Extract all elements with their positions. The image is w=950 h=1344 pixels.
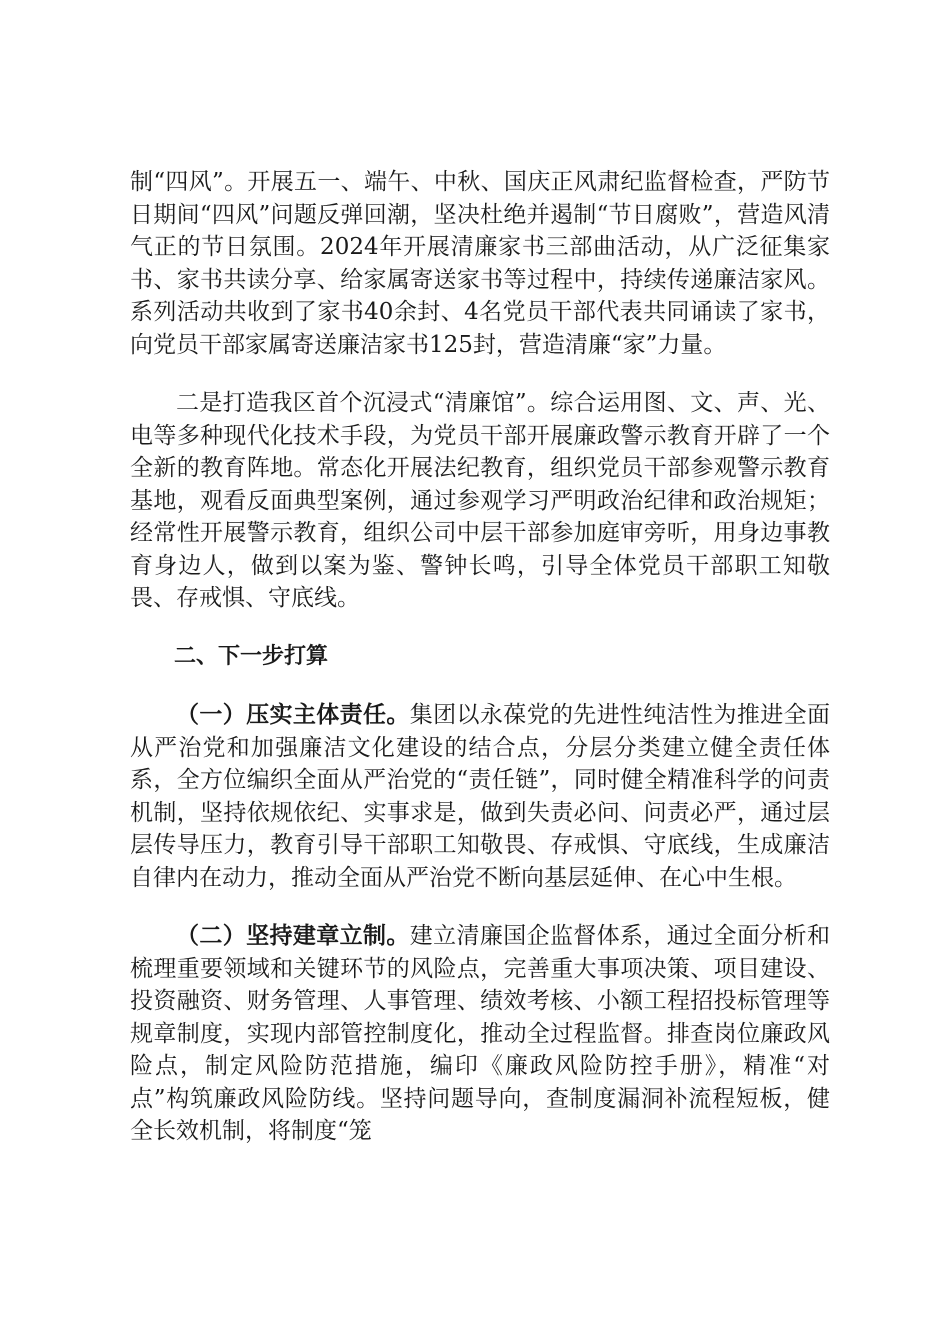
paragraph-item-1 xyxy=(130,699,830,894)
paragraph-qinglian-hall: 二是打造我区首个沉浸式“清廉馆”。综合运用图、文、声、光、电等多种现代化技术手段，为党员干部开展廉政警示教育开辟了一个全新的教育阵地。常态化开展法纪教育，组织党员干部参观警示教育基地，观看反面典型案例，通过参观学习严明政治纪律和政治规矩；经常性开展警示教育，组织公司中层干部参加庭审旁听，用身边事教育身边人，做到以案为鉴、警钟长鸣，引导全体党员干部职工知敬畏、存戒惧、守底线。 xyxy=(130,390,830,611)
item-1-body: 集团以永葆党的先进性纯洁性为推进全面从严治党和加强廉洁文化建设的结合点，分层分类建立健全责任体系，全方位编织全面从严治党的“责任链”，同时健全精准科学的问责机制，坚持依规依纪、实事求是，做到失责必问、问责必严，通过层层传导压力，教育引导干部职工知敬畏、存戒惧、守底线，生成廉洁自律内在动力，推动全面从严治党不断向基层延伸、在心中生根。 xyxy=(130,702,831,891)
paragraph-item-2 xyxy=(130,920,830,1148)
item-1-lead: （一）压实主体责任。 xyxy=(176,702,410,728)
document-body xyxy=(130,166,830,1148)
paragraph-continued: 制“四风”。开展五一、端午、中秋、国庆正风肃纪监督检查，严防节日期间“四风”问题反弹回潮，坚决杜绝并遏制“节日腐败”，营造风清气正的节日氛围。2024年开展清廉家书三部曲活动，从广泛征集家书、家书共读分享、给家属寄送家书等过程中，持续传递廉洁家风。系列活动共收到了家书40余封、4名党员干部代表共同诵读了家书，向党员干部家属寄送廉洁家书125封，营造清廉“家”力量。 xyxy=(130,169,830,358)
section-heading: 二、下一步打算 xyxy=(174,643,329,669)
item-2-lead: （二）坚持建章立制。 xyxy=(176,923,410,949)
item-2-body: 建立清廉国企监督体系，通过全面分析和梳理重要领域和关键环节的风险点，完善重大事项决策、项目建设、投资融资、财务管理、人事管理、绩效考核、小额工程招投标管理等规章制度，实现内部管控制度化，推动全过程监督。排查岗位廉政风险点，制定风险防范措施，编印《廉政风险防控手册》，精准“对点”构筑廉政风险防线。坚持问题导向，查制度漏洞补流程短板，健全长效机制，将制度“笼 xyxy=(130,923,831,1144)
